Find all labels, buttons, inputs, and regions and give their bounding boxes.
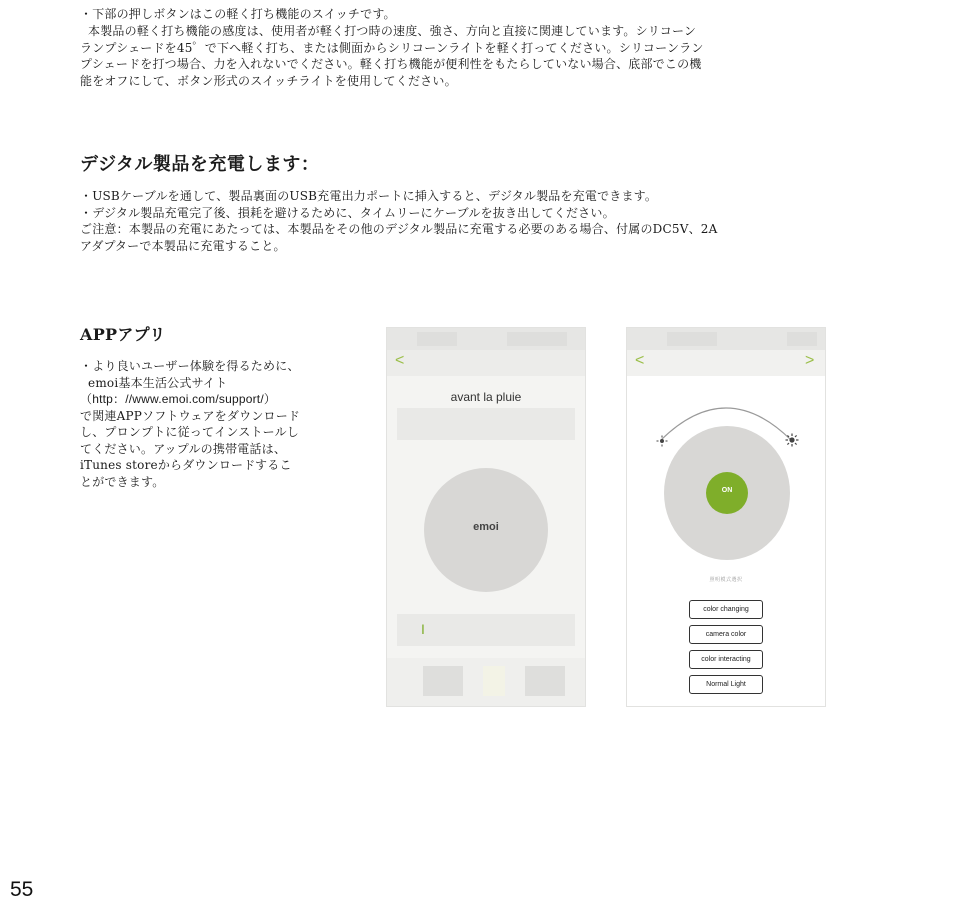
status-bar-blur — [667, 332, 717, 346]
back-icon[interactable]: < — [395, 352, 405, 369]
mode-normal-light-button[interactable]: Normal Light — [689, 675, 763, 694]
app-line: し、プロンプトに従ってインストールし — [80, 425, 300, 439]
back-icon[interactable]: < — [635, 352, 645, 369]
intro-paragraph — [80, 23, 704, 89]
device-title: avant la pluie — [450, 390, 522, 404]
intro-line: 能をオフにして、ボタン形式のスイッチライトを使用してください。 — [80, 73, 457, 88]
app-line: iTunes storeからダウンロードするこ — [80, 458, 292, 472]
brightness-high-icon — [785, 433, 799, 447]
bottom-bar-blur — [525, 666, 565, 696]
status-bar-blur — [507, 332, 567, 346]
page-number: 55 — [10, 878, 34, 901]
text-cursor: I — [421, 621, 425, 637]
app-url-line: （http：//www.emoi.com/support/） — [80, 392, 277, 406]
mode-caption: 照明模式選択 — [709, 577, 743, 583]
nav-bar — [387, 350, 585, 376]
on-label: ON — [721, 487, 733, 494]
emoi-circle-button[interactable] — [424, 468, 548, 592]
charging-line: ・デジタル製品充電完了後、損耗を避けるために、タイムリーにケーブルを抜き出してください。 — [80, 205, 615, 220]
charging-line: ・USBケーブルを通して、製品裏面のUSB充電出力ポートに挿入すると、デジタル製品を充電できます。 — [80, 189, 658, 203]
intro-line: 本製品の軽く打ち機能の感度は、使用者が軽く打つ時の速度、強さ、方向と直接に関連しています。シリコーン — [80, 24, 697, 38]
forward-icon[interactable]: > — [805, 352, 815, 369]
charging-heading: デジタル製品を充電します： — [80, 154, 320, 175]
nav-bar — [627, 350, 825, 376]
bottom-bar-blur — [423, 666, 463, 696]
brightness-low-icon — [656, 435, 668, 447]
name-input[interactable] — [397, 614, 575, 646]
emoi-label: emoi — [473, 521, 499, 533]
status-bar-blur — [787, 332, 817, 346]
intro-line: プシェードを打つ場合、力を入れないでください。軽く打ち機能が便利性をもたらしていない場合、底部でこの機 — [80, 57, 702, 71]
mode-color-interacting-button[interactable]: color interacting — [689, 650, 763, 669]
status-bar-blur — [417, 332, 457, 346]
color-wheel-area[interactable] — [664, 426, 790, 560]
bottom-bar-blur — [483, 666, 505, 696]
app-paragraph — [80, 358, 300, 490]
mode-color-changing-button[interactable]: color changing — [689, 600, 763, 619]
app-line: ・より良いユーザー体験を得るために、 — [80, 359, 300, 373]
app-screenshot-control — [626, 327, 826, 707]
power-on-button[interactable] — [706, 472, 748, 514]
mode-camera-color-button[interactable]: camera color — [689, 625, 763, 644]
app-line: で関連APPソフトウェアをダウンロード — [80, 408, 301, 423]
app-line: てください。アップルの携帯電話は、 — [80, 441, 287, 456]
charging-line: ご注意：本製品の充電にあたっては、本製品をその他のデジタル製品に充電する必要のある場合、付属のDC5V、2A — [80, 222, 718, 236]
blurred-strip — [397, 408, 575, 440]
app-heading: APPアプリ — [80, 325, 166, 344]
charging-paragraph — [80, 188, 718, 254]
app-line: とができます。 — [80, 474, 165, 489]
intro-line: ランプシェードを45゜で下へ軽く打ち、または側面からシリコーンライトを軽く打ってください。シリコーンラン — [80, 40, 704, 55]
intro-bullet: ・下部の押しボタンはこの軽く打ち機能のスイッチです。 — [80, 7, 396, 21]
charging-line: アダプターで本製品に充電すること。 — [80, 238, 286, 253]
app-screenshot-pairing — [386, 327, 586, 707]
app-line: emoi基本生活公式サイト — [80, 375, 228, 390]
